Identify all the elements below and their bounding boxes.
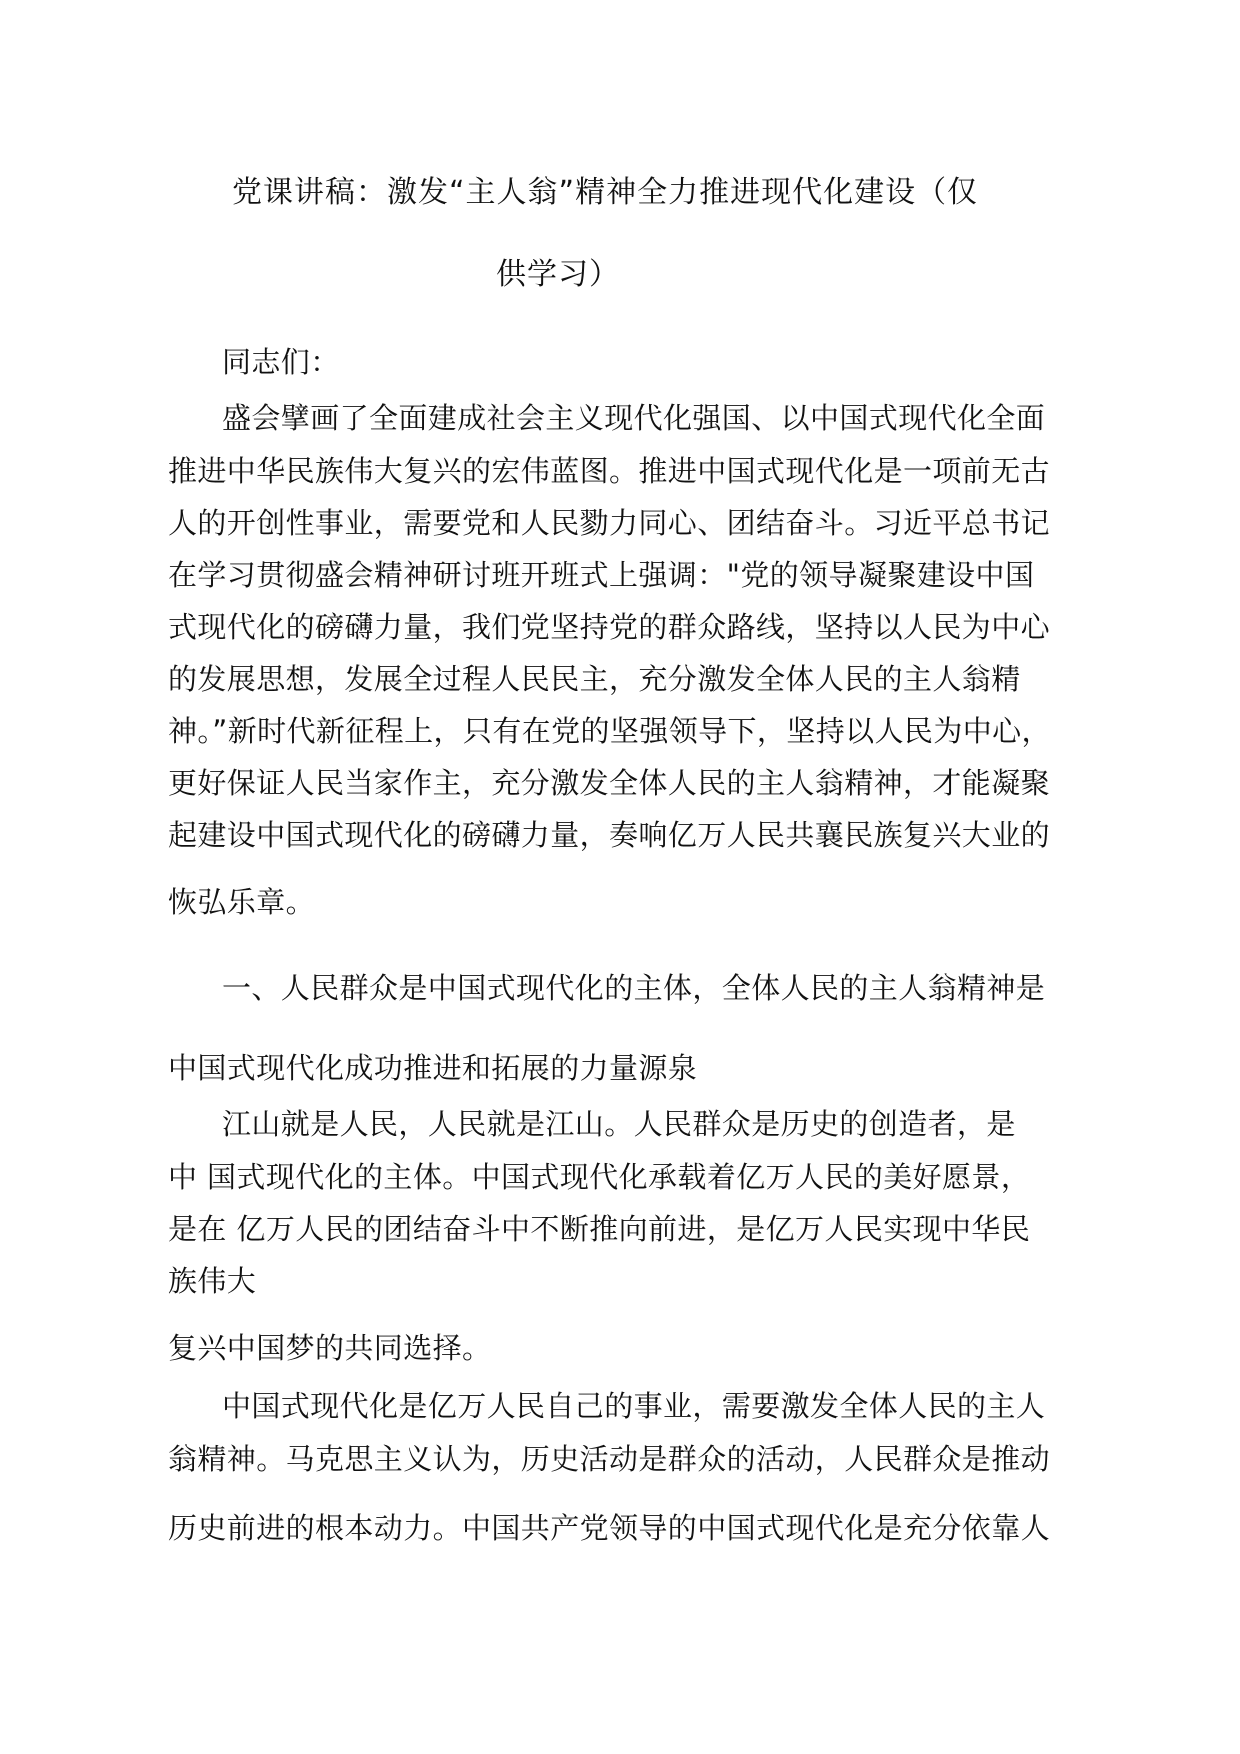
paragraph-line: 神。”新时代新征程上，只有在党的坚强领导下，坚持以人民为中心， [168,714,1051,748]
paragraph-line: 更好保证人民当家作主，充分激发全体人民的主人翁精神，才能凝聚 [168,766,1051,800]
paragraph-line: 起建设中国式现代化的磅礴力量，奏响亿万人民共襄民族复兴大业的 [168,818,1051,852]
heading-line: 一、人民群众是中国式现代化的主体，全体人民的主人翁精神是 [222,971,1046,1005]
paragraph-line: 是在 亿万人民的团结奋斗中不断推向前进，是亿万人民实现中华民 [168,1212,1031,1246]
document-title-line-1: 党课讲稿：激发“主人翁”精神全力推进现代化建设（仅 [232,175,979,210]
paragraph-line: 族伟大 [168,1264,257,1298]
heading-line: 中国式现代化成功推进和拓展的力量源泉 [168,1051,698,1085]
paragraph-line: 盛会擘画了全面建成社会主义现代化强国、以中国式现代化全面 [222,401,1046,435]
paragraph-line: 的发展思想，发展全过程人民民主，充分激发全体人民的主人翁精 [168,662,1021,696]
document-title-line-2: 供学习） [496,257,620,292]
paragraph-line: 翁精神。马克思主义认为，历史活动是群众的活动，人民群众是推动 [168,1442,1051,1476]
paragraph-line: 推进中华民族伟大复兴的宏伟蓝图。推进中国式现代化是一项前无古 [168,454,1051,488]
paragraph-line: 中 国式现代化的主体。中国式现代化承载着亿万人民的美好愿景， [168,1160,1031,1194]
paragraph-line: 历史前进的根本动力。中国共产党领导的中国式现代化是充分依靠人 [168,1511,1051,1545]
paragraph-line: 江山就是人民，人民就是江山。人民群众是历史的创造者，是 [222,1107,1016,1141]
salutation: 同志们： [222,345,340,379]
paragraph-line: 复兴中国梦的共同选择。 [168,1331,492,1365]
paragraph-line: 恢弘乐章。 [168,885,316,919]
paragraph-line: 中国式现代化是亿万人民自己的事业，需要激发全体人民的主人 [222,1389,1046,1423]
paragraph-line: 在学习贯彻盛会精神研讨班开班式上强调："党的领导凝聚建设中国 [168,558,1035,592]
paragraph-line: 式现代化的磅礴力量，我们党坚持党的群众路线，坚持以人民为中心 [168,610,1051,644]
paragraph-line: 人的开创性事业，需要党和人民勠力同心、团结奋斗。习近平总书记 [168,506,1051,540]
